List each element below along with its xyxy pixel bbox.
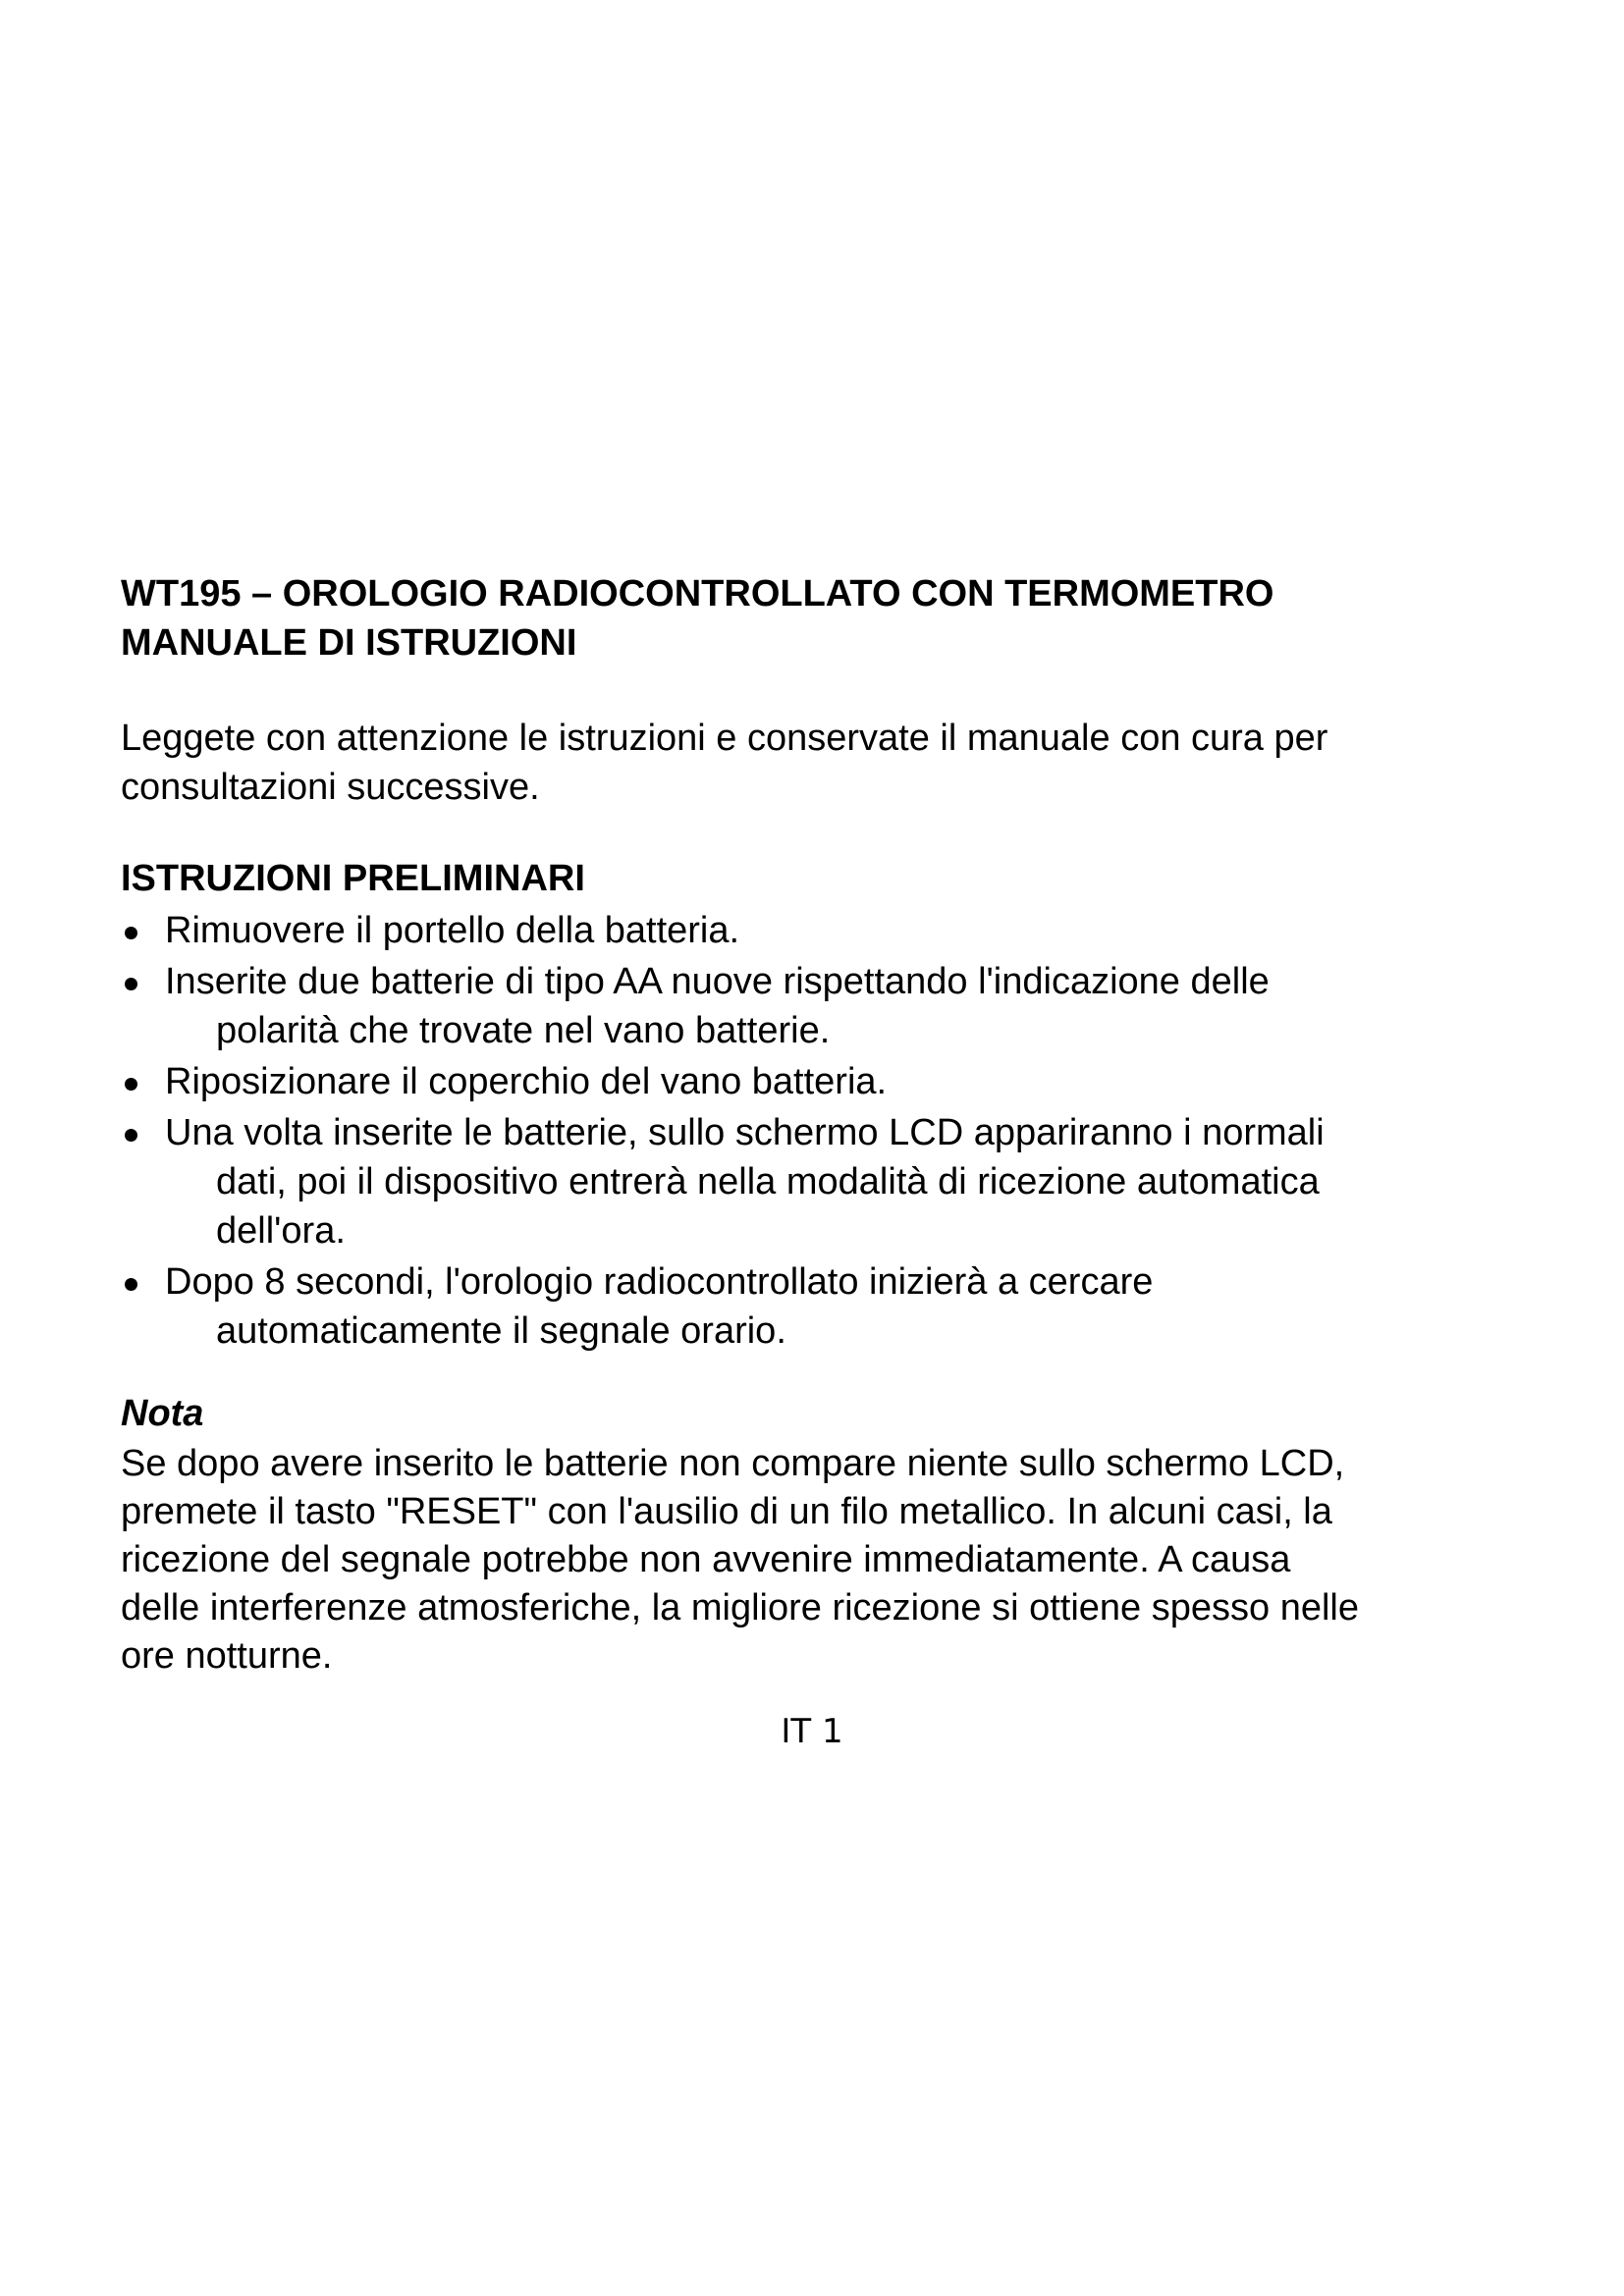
bullet-icon	[125, 978, 137, 990]
list-item-line: Riposizionare il coperchio del vano batteria.	[165, 1061, 888, 1102]
list-item	[121, 1057, 1515, 1106]
bullet-icon	[125, 927, 137, 939]
list-item-line: automaticamente il segnale orario.	[216, 1310, 786, 1352]
list-item	[121, 957, 1515, 1055]
list-item-line: Inserite due batterie di tipo AA nuove rispettando l'indicazione delle	[165, 961, 1270, 1002]
list-item	[121, 1257, 1515, 1356]
note-line-1: Se dopo avere inserito le batterie non compare niente sullo schermo LCD,	[121, 1443, 1345, 1484]
note-paragraph	[121, 1440, 1535, 1681]
intro-paragraph	[121, 714, 1515, 812]
section-heading: ISTRUZIONI PRELIMINARI	[121, 858, 585, 899]
bullet-icon	[125, 1129, 137, 1142]
note-line-4: delle interferenze atmosferiche, la migliore ricezione si ottiene spesso nelle	[121, 1587, 1359, 1629]
note-line-5: ore notturne.	[121, 1635, 333, 1677]
list-item-line: dati, poi il dispositivo entrerà nella modalità di ricezione automatica	[216, 1161, 1320, 1202]
list-item	[121, 1108, 1515, 1255]
page-number: IT 1	[781, 1712, 843, 1751]
bullet-icon	[125, 1078, 137, 1091]
bullet-icon	[125, 1278, 137, 1291]
note-line-2: premete il tasto "RESET" con l'ausilio di un filo metallico. In alcuni casi, la	[121, 1491, 1332, 1532]
list-item-line: Dopo 8 secondi, l'orologio radiocontrollato inizierà a cercare	[165, 1261, 1154, 1303]
list-item-line: Una volta inserite le batterie, sullo schermo LCD appariranno i normali	[165, 1112, 1325, 1153]
title-line-2: MANUALE DI ISTRUZIONI	[121, 622, 577, 664]
note-line-3: ricezione del segnale potrebbe non avvenire immediatamente. A causa	[121, 1539, 1291, 1580]
list-item-line: polarità che trovate nel vano batterie.	[216, 1010, 831, 1051]
list-item	[121, 906, 1515, 955]
title-line-1: WT195 – OROLOGIO RADIOCONTROLLATO CON TERMOMETRO	[121, 573, 1274, 614]
list-item-line: Rimuovere il portello della batteria.	[165, 910, 740, 951]
list-item-line: dell'ora.	[216, 1210, 346, 1252]
document-title	[121, 569, 1515, 667]
note-heading: Nota	[121, 1393, 204, 1434]
intro-line-2: consultazioni successive.	[121, 767, 540, 808]
instruction-list	[121, 906, 1515, 1358]
intro-line-1: Leggete con attenzione le istruzioni e conservate il manuale con cura per	[121, 718, 1328, 759]
